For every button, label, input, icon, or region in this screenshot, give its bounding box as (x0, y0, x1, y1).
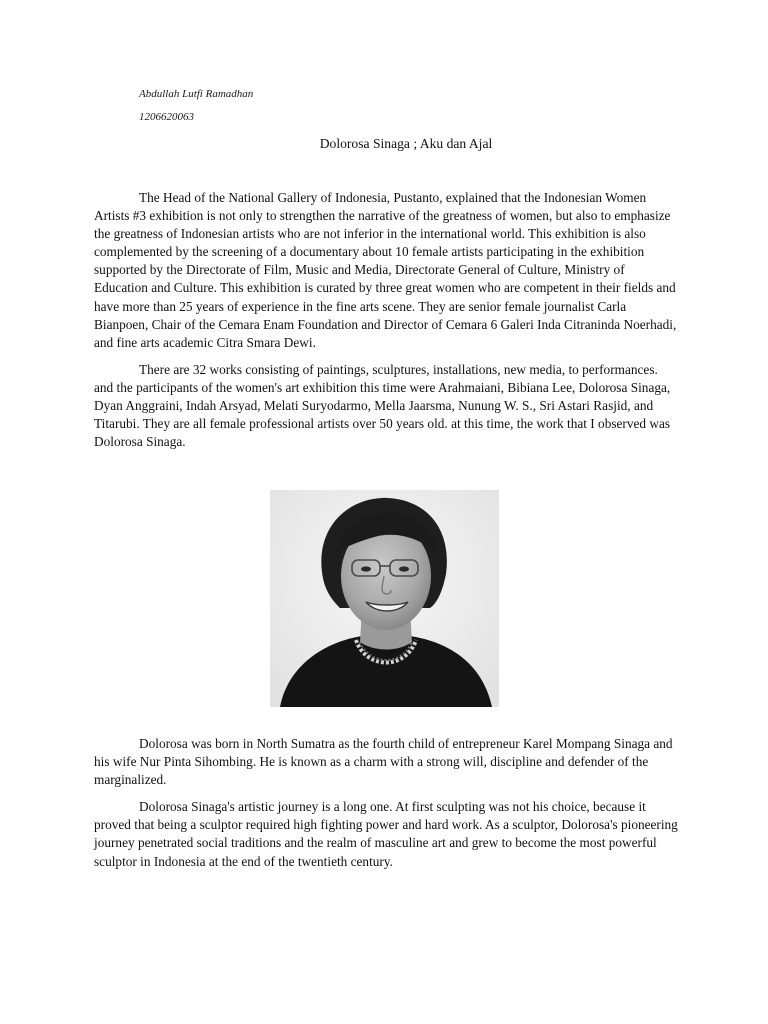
portrait-photo-icon (270, 490, 499, 707)
document-title: Dolorosa Sinaga ; Aku dan Ajal (319, 136, 493, 151)
paragraph-exhibition-overview: The Head of the National Gallery of Indonesia, Pustanto, explained that the Indonesian Women Artists #3 exhibition is not only to strengthen the narrative of the greatness of women, but also to emphasize the greatness of Indonesian artists who are not inferior in the international world. This exhibition is also complemented by the screening of a documentary about 10 female artists participating in the exhibition supported by the Directorate of Film, Music and Media, Directorate General of Culture, Ministry of Education and Culture. This exhibition is curated by three great women who are competent in their fields and have more than 25 years of experience in the fine arts scene. They are senior female journalist Carla Bianpoen, Chair of the Cemara Enam Foundation and Director of Cemara 6 Galeri Inda Citraninda Noerhadi, and fine arts academic Citra Smara Dewi. (94, 190, 677, 350)
body-section-biography (94, 735, 680, 880)
paragraph-exhibition-participants: There are 32 works consisting of paintings, sculptures, installations, new media, to performances. and the participants of the women's art exhibition this time were Arahmaiani, Bibiana Lee, Dolorosa Sinaga, Dyan Anggraini, Indah Arsyad, Melati Suryodarmo, Mella Jaarsma, Nunung W. S., Sri Astari Rasjid, and Titarubi. They are all female professional artists over 50 years old. at this time, the work that I observed was Dolorosa Sinaga. (94, 361, 671, 450)
paragraph-artistic-journey: Dolorosa Sinaga's artistic journey is a long one. At first sculpting was not his choice, because it proved that being a sculptor required high fighting power and hard work. As a sculptor, Dolorosa's pioneering journey penetrated social traditions and the realm of masculine art and grew to become the most powerful sculptor in Indonesia at the end of the twentieth century. (94, 799, 678, 869)
paragraph-birth: Dolorosa was born in North Sumatra as the fourth child of entrepreneur Karel Mompang Sinaga and his wife Nur Pinta Sihombing. He is known as a charm with a strong will, discipline and defender of the marginalized. (94, 736, 673, 788)
author-name: Abdullah Lutfi Ramadhan (139, 88, 254, 100)
student-id: 1206620063 (139, 111, 194, 123)
portrait-photo (270, 490, 499, 707)
body-section-intro (94, 189, 680, 460)
